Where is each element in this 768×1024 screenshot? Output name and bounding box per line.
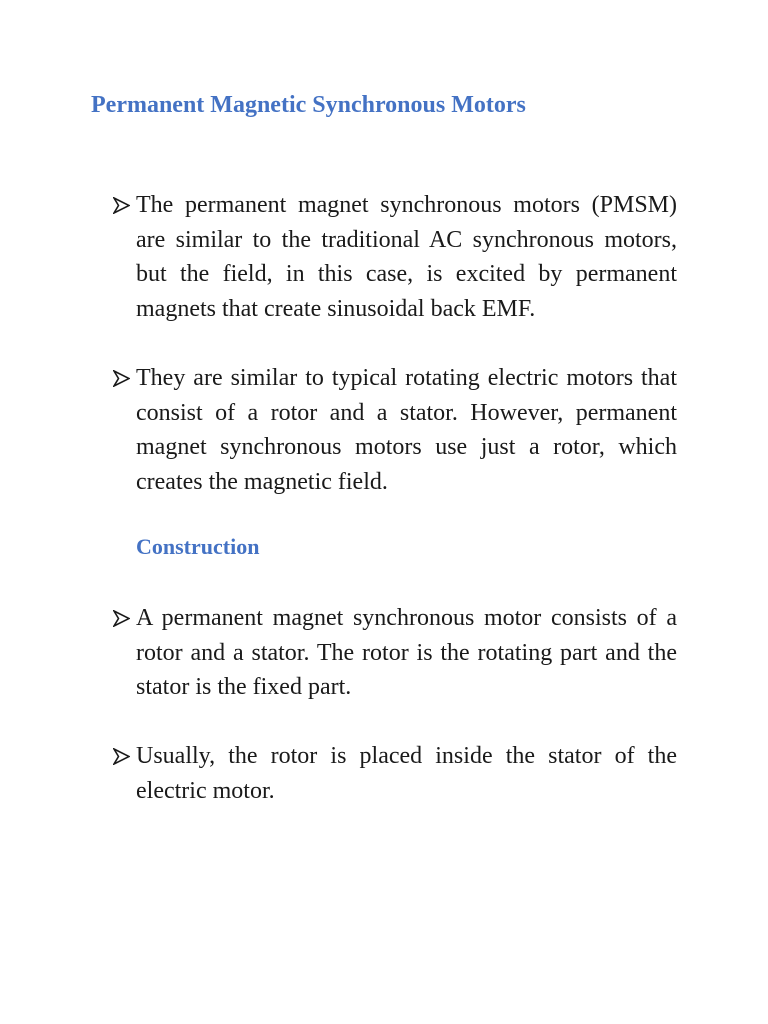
bullet-item	[113, 188, 677, 326]
arrowhead-bullet-icon	[113, 361, 136, 395]
bullet-text: The permanent magnet synchronous motors (PMSM) are similar to the traditional AC synchronous motors, but the field, in this case, is excited by permanent magnets that create sinusoidal back EMF.	[136, 192, 677, 322]
section-heading-construction: Construction	[136, 534, 260, 559]
bullet-text: Usually, the rotor is placed inside the stator of the electric motor.	[136, 743, 677, 804]
bullet-item	[113, 601, 677, 705]
page-title: Permanent Magnetic Synchronous Motors	[91, 92, 526, 118]
bullet-item	[113, 361, 677, 499]
arrowhead-bullet-icon	[113, 188, 136, 222]
arrowhead-bullet-icon	[113, 601, 136, 635]
arrowhead-bullet-icon	[113, 739, 136, 773]
bullet-item	[113, 739, 677, 808]
bullet-text: A permanent magnet synchronous motor consists of a rotor and a stator. The rotor is the rotating part and the stator is the fixed part.	[136, 605, 677, 700]
bullet-text: They are similar to typical rotating electric motors that consist of a rotor and a stator. However, permanent magnet synchronous motors use just a rotor, which creates the magnetic field.	[136, 365, 677, 495]
